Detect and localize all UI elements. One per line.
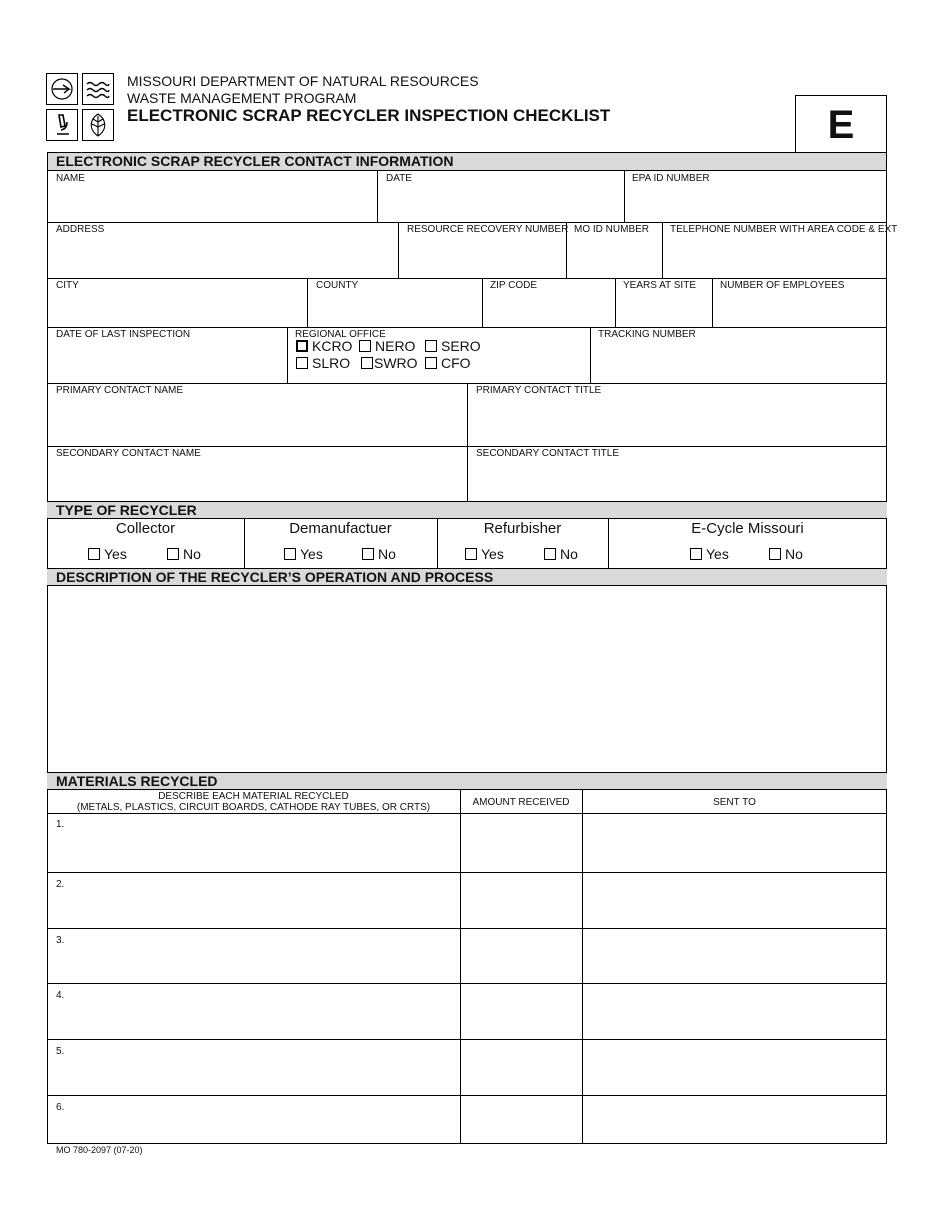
logo — [46, 73, 118, 143]
employees-label: NUMBER OF EMPLOYEES — [720, 280, 845, 291]
years-at-site-label: YEARS AT SITE — [623, 280, 696, 291]
checkbox[interactable] — [690, 548, 702, 560]
primary-contact-title-label: PRIMARY CONTACT TITLE — [476, 385, 602, 396]
checkbox[interactable] — [88, 548, 100, 560]
zip-field[interactable] — [483, 292, 614, 326]
employees-field[interactable] — [713, 292, 885, 326]
recycler-type-refurbisher: Refurbisher — [483, 520, 562, 537]
checkbox[interactable] — [361, 357, 373, 369]
materials-row-number: 4. — [56, 990, 65, 1001]
office-nero-option[interactable]: NERO — [359, 338, 415, 354]
mo-id-label: MO ID NUMBER — [574, 224, 649, 235]
checkbox[interactable] — [769, 548, 781, 560]
materials-col-amount: AMOUNT RECEIVED — [472, 797, 570, 808]
description-field[interactable] — [48, 587, 885, 772]
refurbisher-no-option[interactable]: No — [544, 546, 578, 562]
tracking-label: TRACKING NUMBER — [598, 329, 696, 340]
materials-col-description-line2: (METALS, PLASTICS, CIRCUIT BOARDS, CATHODE RAY TUBES, OR CRTS) — [76, 802, 431, 813]
county-label: COUNTY — [316, 280, 359, 291]
mo-id-field[interactable] — [567, 237, 661, 277]
checkbox[interactable] — [425, 357, 437, 369]
material-amount-field[interactable] — [462, 815, 580, 870]
epa-id-label: EPA ID NUMBER — [632, 173, 710, 184]
checkbox[interactable] — [465, 548, 477, 560]
page-title: ELECTRONIC SCRAP RECYCLER INSPECTION CHECKLIST — [127, 106, 611, 125]
contact-section-heading: ELECTRONIC SCRAP RECYCLER CONTACT INFORMATION — [47, 152, 887, 171]
program-name: WASTE MANAGEMENT PROGRAM — [127, 90, 357, 106]
epa-id-field[interactable] — [625, 186, 885, 221]
checkbox[interactable] — [167, 548, 179, 560]
primary-contact-title-field[interactable] — [468, 398, 885, 445]
checkbox[interactable] — [425, 340, 437, 352]
date-label: DATE — [386, 173, 412, 184]
secondary-contact-title-label: SECONDARY CONTACT TITLE — [476, 448, 619, 459]
office-cfo-option[interactable]: CFO — [425, 355, 471, 371]
office-swro-option[interactable]: SWRO — [361, 355, 418, 371]
checkbox[interactable] — [362, 548, 374, 560]
checkbox[interactable] — [359, 340, 371, 352]
microscope-icon — [46, 109, 78, 141]
primary-contact-name-field[interactable] — [48, 398, 466, 445]
recycler-type-demanufacturer: Demanufactuer — [289, 520, 392, 537]
tracking-field[interactable] — [591, 342, 885, 382]
bird-icon — [46, 73, 78, 105]
materials-col-description-line1: DESCRIBE EACH MATERIAL RECYCLED — [158, 791, 349, 802]
name-field[interactable] — [48, 186, 376, 221]
department-name: MISSOURI DEPARTMENT OF NATURAL RESOURCES — [127, 73, 479, 89]
secondary-contact-name-field[interactable] — [48, 461, 466, 501]
office-kcro-option[interactable]: KCRO — [296, 338, 352, 354]
recycler-type-ecycle: E-Cycle Missouri — [691, 520, 804, 537]
address-label: ADDRESS — [56, 224, 105, 235]
materials-row-number: 6. — [56, 1102, 65, 1113]
leaf-icon — [82, 109, 114, 141]
collector-yes-option[interactable]: Yes — [88, 546, 127, 562]
years-at-site-field[interactable] — [616, 292, 711, 326]
materials-section-heading: MATERIALS RECYCLED — [47, 772, 887, 790]
last-inspection-label: DATE OF LAST INSPECTION — [56, 329, 191, 340]
secondary-contact-title-field[interactable] — [468, 461, 885, 501]
city-field[interactable] — [48, 292, 306, 326]
checkbox[interactable] — [284, 548, 296, 560]
office-sero-option[interactable]: SERO — [425, 338, 481, 354]
checkbox[interactable] — [544, 548, 556, 560]
resource-recovery-field[interactable] — [399, 237, 565, 277]
collector-no-option[interactable]: No — [167, 546, 201, 562]
ecycle-yes-option[interactable]: Yes — [690, 546, 729, 562]
water-waves-icon — [82, 73, 114, 105]
material-sent-to-field[interactable] — [584, 815, 885, 870]
zip-label: ZIP CODE — [490, 280, 538, 291]
materials-row-number: 2. — [56, 879, 65, 890]
checkbox[interactable] — [296, 357, 308, 369]
resource-recovery-label: RESOURCE RECOVERY NUMBER — [407, 224, 569, 235]
city-label: CITY — [56, 280, 79, 291]
telephone-field[interactable] — [663, 237, 885, 277]
telephone-label: TELEPHONE NUMBER WITH AREA CODE & EXT — [670, 224, 898, 235]
name-label: NAME — [56, 173, 85, 184]
last-inspection-field[interactable] — [48, 342, 286, 382]
primary-contact-name-label: PRIMARY CONTACT NAME — [56, 385, 184, 396]
county-field[interactable] — [308, 292, 481, 326]
materials-row-number: 5. — [56, 1046, 65, 1057]
form-number: MO 780-2097 (07-20) — [56, 1145, 143, 1155]
demanufacturer-yes-option[interactable]: Yes — [284, 546, 323, 562]
address-field[interactable] — [48, 237, 397, 277]
secondary-contact-name-label: SECONDARY CONTACT NAME — [56, 448, 201, 459]
office-slro-option[interactable]: SLRO — [296, 355, 350, 371]
ecycle-no-option[interactable]: No — [769, 546, 803, 562]
materials-row-number: 1. — [56, 819, 65, 830]
materials-col-sent-to: SENT TO — [713, 797, 756, 808]
description-section-heading: DESCRIPTION OF THE RECYCLER’S OPERATION AND PROCESS — [47, 568, 887, 586]
refurbisher-yes-option[interactable]: Yes — [465, 546, 504, 562]
date-field[interactable] — [378, 186, 623, 221]
recycler-section-heading: TYPE OF RECYCLER — [47, 501, 887, 519]
form-letter: E — [827, 103, 855, 147]
demanufacturer-no-option[interactable]: No — [362, 546, 396, 562]
material-description-field[interactable] — [70, 815, 458, 870]
regional-office-label: REGIONAL OFFICE — [295, 329, 386, 340]
checkbox[interactable] — [296, 340, 308, 352]
recycler-type-collector: Collector — [115, 520, 176, 537]
materials-row-number: 3. — [56, 935, 65, 946]
